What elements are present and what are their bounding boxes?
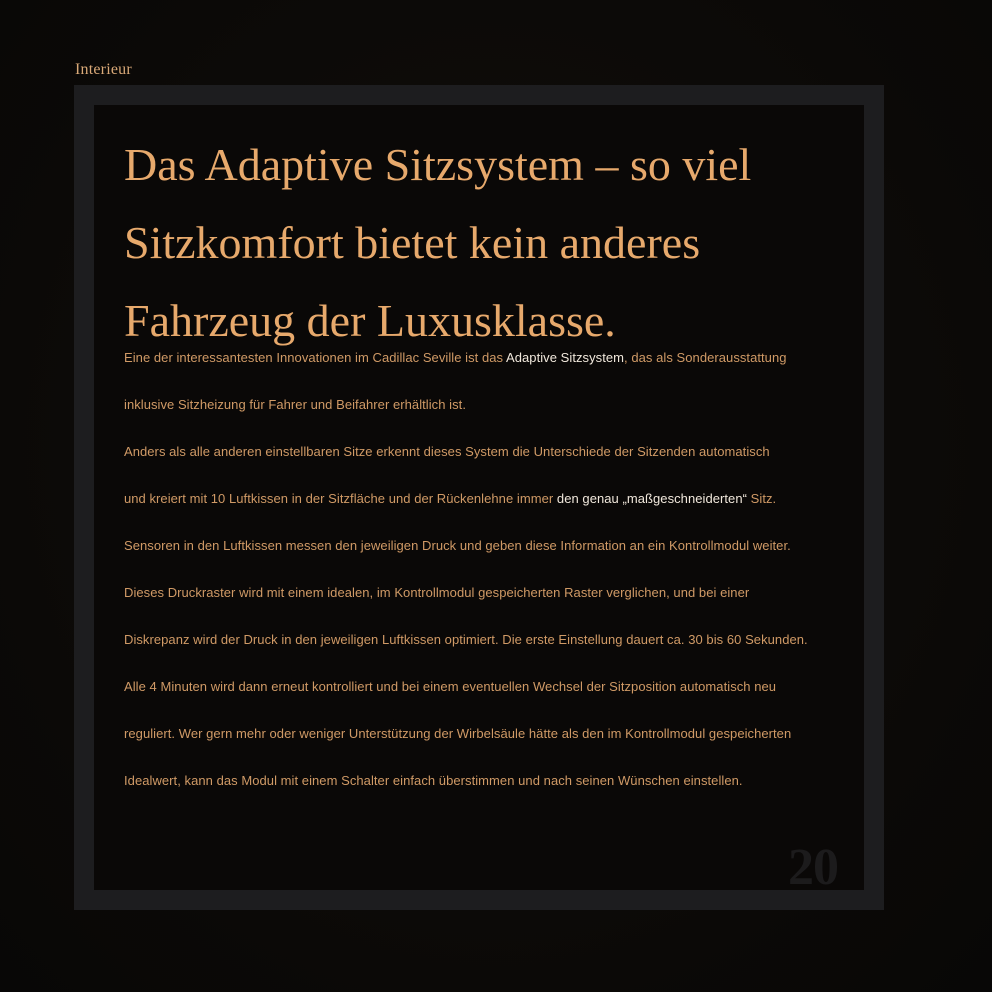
body-line-1 [124, 346, 864, 369]
headline-line-2: Sitzkomfort bietet kein anderes [124, 217, 701, 268]
headline [124, 126, 844, 360]
body-line-9: reguliert. Wer gern mehr oder weniger Unterstützung der Wirbelsäule hätte als den im Kontrollmodul gespeicherten [124, 726, 792, 741]
body-line-6: Dieses Druckraster wird mit einem idealen, im Kontrollmodul gespeicherten Raster verglichen, und bei einer [124, 585, 750, 600]
body-line-8: Alle 4 Minuten wird dann erneut kontrolliert und bei einem eventuellen Wechsel der Sitzposition automatisch neu [124, 679, 777, 694]
page-number: 20 [788, 839, 838, 896]
body-line-4 [124, 487, 864, 510]
body-text [124, 346, 864, 792]
body-line-1-start: Eine der interessantesten Innovationen im Cadillac Seville ist das [124, 350, 507, 365]
headline-line-1: Das Adaptive Sitzsystem – so viel [124, 139, 752, 190]
body-line-3: Anders als alle anderen einstellbaren Sitze erkennt dieses System die Unterschiede der Sitzenden automatisch [124, 444, 770, 459]
headline-line-3: Fahrzeug der Luxusklasse. [124, 295, 616, 346]
body-line-4-start: und kreiert mit 10 Luftkissen in der Sitzfläche und der Rückenlehne immer [124, 491, 557, 506]
highlight-massgeschneidert: den genau „maßgeschneiderten“ [556, 491, 747, 506]
body-line-1-end: , das als Sonderausstattung [624, 350, 787, 365]
highlight-adaptive-sitzsystem: Adaptive Sitzsystem [506, 350, 625, 365]
body-line-2: inklusive Sitzheizung für Fahrer und Beifahrer erhältlich ist. [124, 397, 466, 412]
section-label: Interieur [75, 61, 132, 78]
body-line-5: Sensoren in den Luftkissen messen den jeweiligen Druck und geben diese Information an ein Kontrollmodul weiter. [124, 538, 791, 553]
body-line-10: Idealwert, kann das Modul mit einem Schalter einfach überstimmen und nach seinen Wünschen einstellen. [124, 773, 743, 788]
body-line-7: Diskrepanz wird der Druck in den jeweiligen Luftkissen optimiert. Die erste Einstellung dauert ca. 30 bis 60 Sekunden. [124, 632, 808, 647]
body-line-4-end: Sitz. [747, 491, 777, 506]
